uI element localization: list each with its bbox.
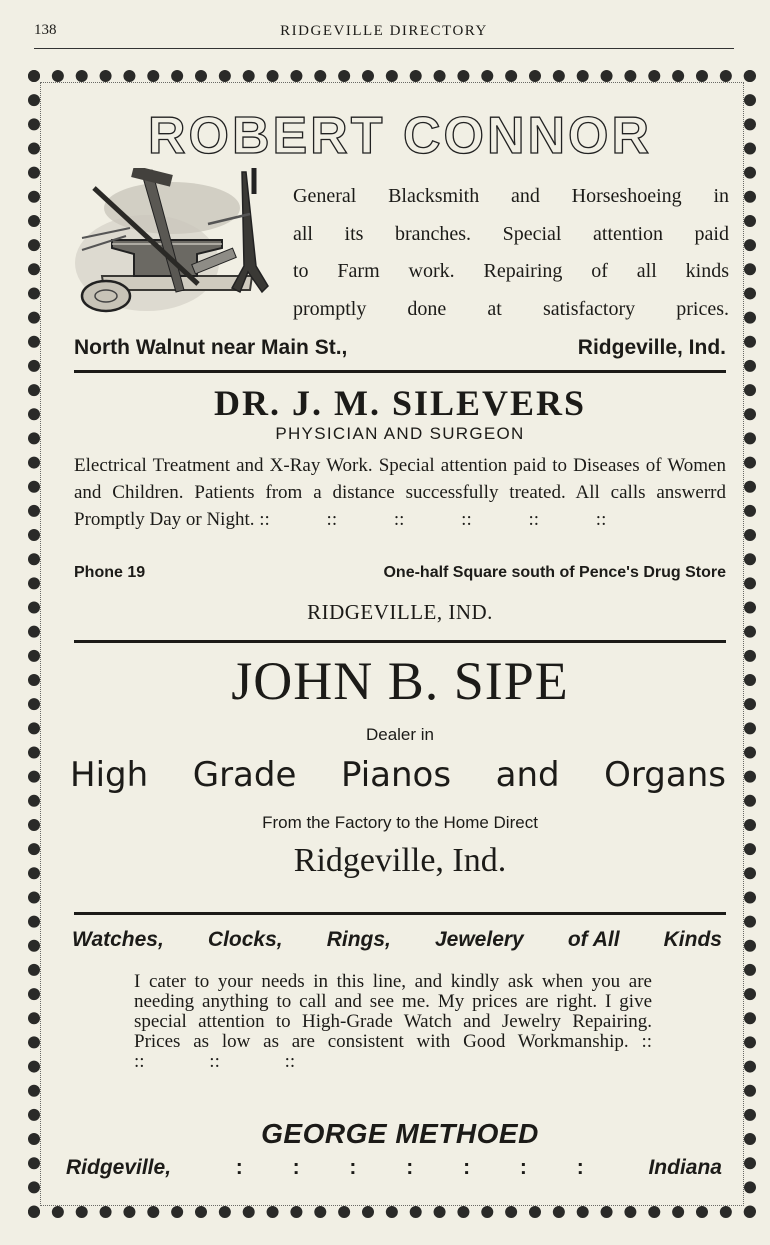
methoed-fill: :: :: :: :: [134, 1031, 652, 1072]
methoed-heading [72, 928, 722, 952]
sipe-goods-word: Pianos [340, 755, 452, 795]
silevers-town: RIDGEVILLE, IND. [307, 600, 493, 624]
methoed-heading-word: Rings, [326, 928, 391, 951]
section-divider [74, 370, 726, 373]
connor-town: Ridgeville, Ind. [577, 336, 726, 359]
silevers-contact [74, 564, 726, 582]
sipe-dealer: Dealer in [365, 725, 435, 744]
methoed-heading-word: Jewelery [434, 928, 524, 951]
methoed-heading-word: Kinds [663, 928, 722, 951]
silevers-description [74, 452, 726, 533]
silevers-phone: Phone 19 [74, 564, 146, 581]
page-header [34, 22, 734, 46]
silevers-location: One-half Square south of Pence's Drug Store [383, 564, 726, 581]
sipe-town: Ridgeville, Ind. [293, 842, 507, 879]
section-divider [74, 640, 726, 643]
methoed-heading-word: of All [567, 928, 620, 951]
blacksmith-tools-anvil-icon [72, 168, 282, 318]
sipe-factory: From the Factory to the Home Direct [262, 813, 538, 832]
sipe-goods [70, 755, 726, 795]
methoed-heading-word: Watches, [72, 928, 164, 951]
methoed-name: GEORGE METHOED [261, 1118, 539, 1149]
sipe-goods-word: Organs [604, 755, 726, 795]
running-title: RIDGEVILLE DIRECTORY [280, 23, 488, 39]
sipe-name: JOHN B. SIPE [231, 651, 569, 711]
methoed-town: Ridgeville, [66, 1156, 172, 1179]
methoed-footer [66, 1156, 722, 1180]
connor-line: General Blacksmith and Horseshoeing in [293, 185, 729, 207]
silevers-fill: :: :: :: :: :: :: [259, 509, 607, 530]
sipe-goods-word: High [70, 755, 149, 795]
methoed-colons: : : : : : : : [235, 1156, 584, 1179]
connor-name: ROBERT CONNOR [147, 107, 653, 165]
methoed-state: Indiana [648, 1156, 722, 1179]
connor-address: North Walnut near Main St., [74, 336, 348, 359]
header-rule [34, 48, 734, 49]
section-divider [74, 912, 726, 915]
methoed-text: I cater to your needs in this line, and kindly ask when you are needing anything to call and see me. My prices are right. I give special attention to High-Grade Watch and Jewelry Repairing. Prices as low as are consistent with Good Workmanship. [134, 971, 652, 1052]
connor-line: to Farm work. Repairing of all kinds [293, 260, 729, 282]
methoed-description [134, 972, 652, 1072]
page-number: 138 [34, 22, 57, 38]
silevers-name: DR. J. M. SILEVERS [213, 383, 587, 423]
sipe-goods-word: and [495, 755, 560, 795]
methoed-heading-word: Clocks, [207, 928, 283, 951]
sipe-goods-word: Grade [192, 755, 297, 795]
connor-line: promptlу done at satisfactory prices. [293, 297, 729, 320]
connor-footer [74, 336, 726, 360]
silevers-text: Electrical Treatment and X-Ray Work. Special attention paid to Diseases of Women and Children. Patients from a distance successfully treated. All calls answerrd Promptly Day or Night. [74, 455, 726, 530]
connor-description [293, 178, 729, 328]
connor-line: all its branches. Special attention paid [293, 222, 729, 245]
silevers-title: PHYSICIAN AND SURGEON [275, 424, 525, 443]
